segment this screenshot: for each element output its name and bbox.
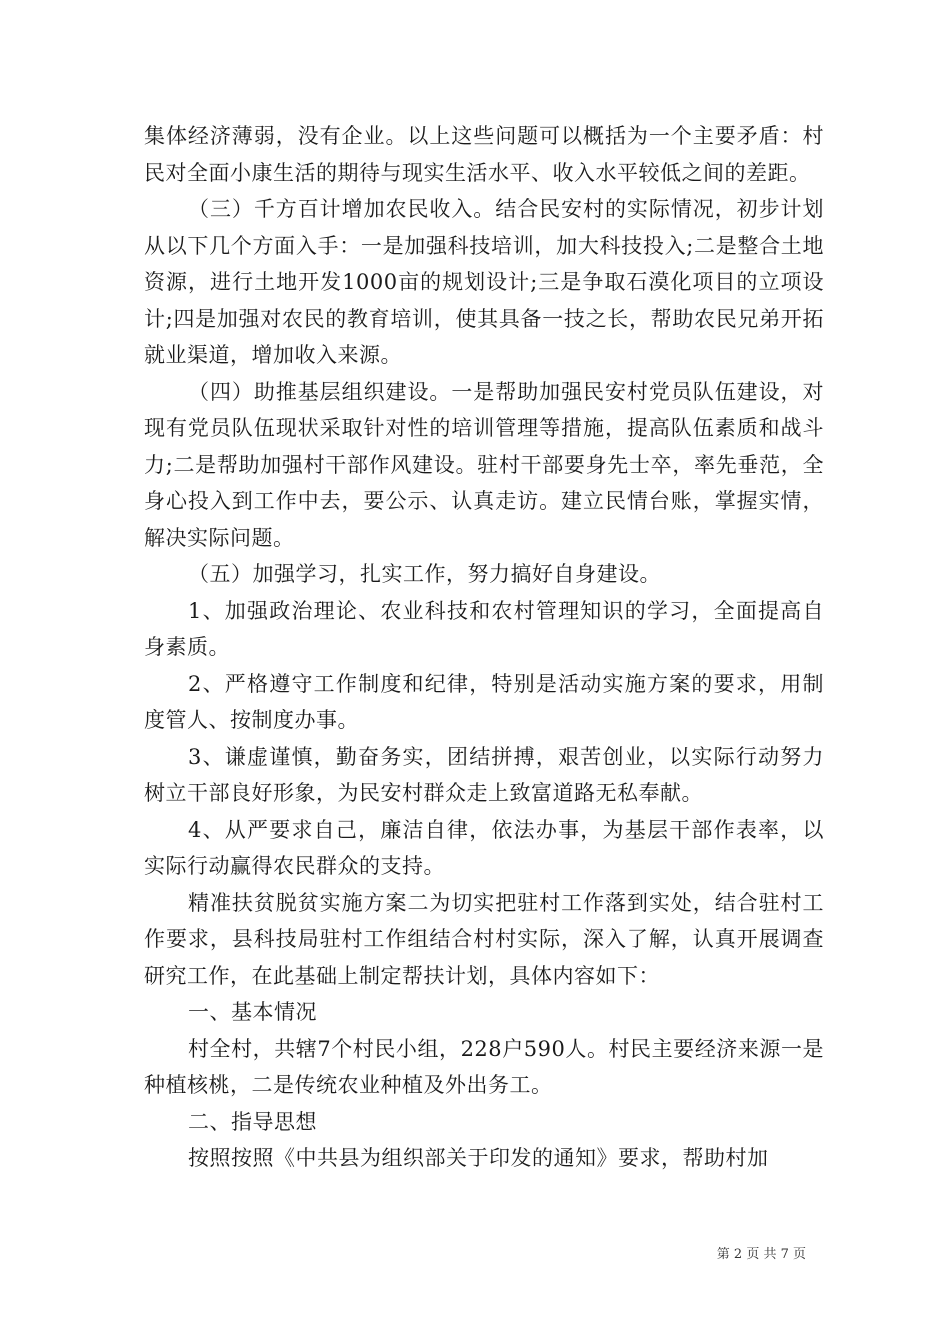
paragraph: 1、加强政治理论、农业科技和农村管理知识的学习，全面提高自身素质。 [144, 598, 824, 659]
paragraph: （三）千方百计增加农民收入。结合民安村的实际情况，初步计划从以下几个方面入手：一是加强科技培训，加大科技投入;二是整合土地资源，进行土地开发1000亩的规划设计;三是争取石漠化项目的立项设计;四是加强对农民的教育培训，使其具备一技之长，帮助农民兄弟开拓就业渠道，增加收入来源。 [144, 197, 824, 367]
paragraph: 精准扶贫脱贫实施方案二为切实把驻村工作落到实处，结合驻村工作要求，县科技局驻村工作组结合村村实际，深入了解，认真开展调查研究工作，在此基础上制定帮扶计划，具体内容如下： [144, 890, 824, 988]
page-number-footer: 第 2 页 共 7 页 [716, 1247, 806, 1262]
paragraph: 2、严格遵守工作制度和纪律，特别是活动实施方案的要求，用制度管人、按制度办事。 [144, 671, 824, 732]
paragraph: 4、从严要求自己，廉洁自律，依法办事，为基层干部作表率，以实际行动赢得农民群众的支持。 [144, 817, 824, 878]
section-heading: 一、基本情况 [188, 1000, 317, 1024]
section-heading: 二、指导思想 [188, 1109, 317, 1134]
paragraph: （四）助推基层组织建设。一是帮助加强民安村党员队伍建设，对现有党员队伍现状采取针对性的培训管理等措施，提高队伍素质和战斗力;二是帮助加强村干部作风建设。驻村干部要身先士卒，率先垂范，全身心投入到工作中去，要公示、认真走访。建立民情台账，掌握实情，解决实际问题。 [144, 379, 824, 550]
paragraph: 集体经济薄弱，没有企业。以上这些问题可以概括为一个主要矛盾：村民对全面小康生活的期待与现实生活水平、收入水平较低之间的差距。 [144, 124, 824, 185]
paragraph: （五）加强学习，扎实工作，努力搞好自身建设。 [188, 562, 661, 586]
document-body [144, 118, 824, 1177]
paragraph: 3、谦虚谨慎，勤奋务实，团结拼搏，艰苦创业，以实际行动努力树立干部良好形象，为民安村群众走上致富道路无私奉献。 [144, 744, 824, 805]
paragraph: 村全村，共辖7个村民小组，228户590人。村民主要经济来源一是种植核桃，二是传统农业种植及外出务工。 [144, 1036, 824, 1097]
paragraph: 按照按照《中共县为组织部关于印发的通知》要求，帮助村加 [188, 1146, 769, 1170]
